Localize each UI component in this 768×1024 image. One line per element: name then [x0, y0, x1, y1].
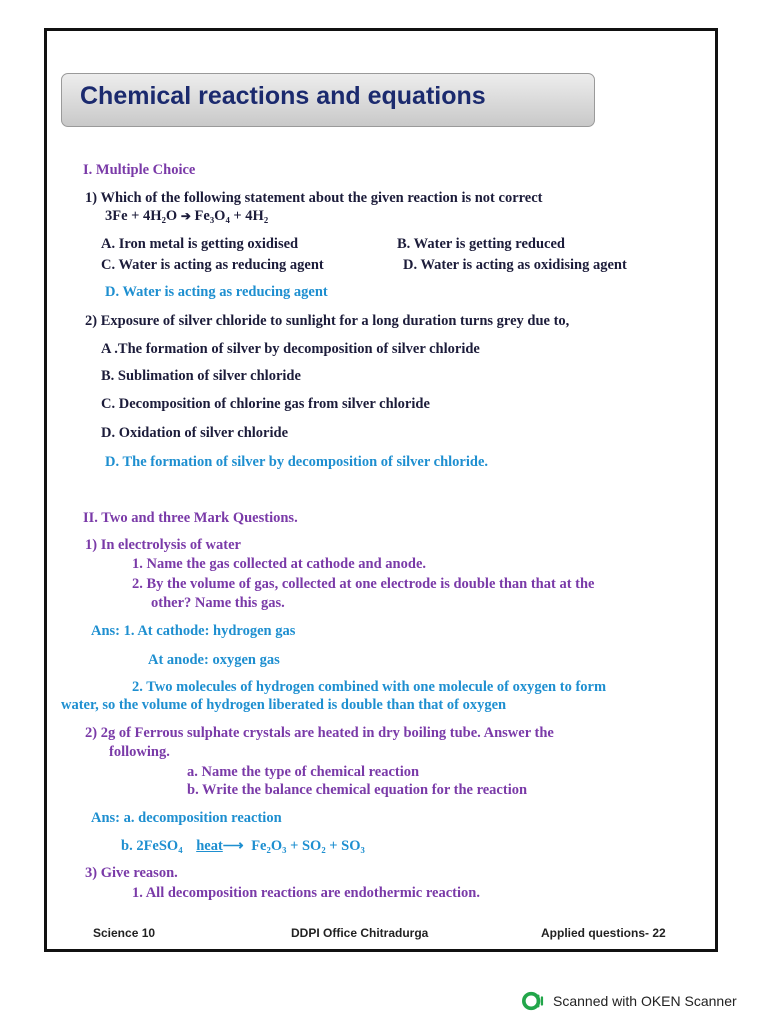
equation-reactant: b. 2FeSO₄ — [121, 838, 183, 854]
equation-reactants: 3Fe + 4H₂O — [105, 208, 178, 224]
q2-option-a: A .The formation of silver by decomposition of silver chloride — [101, 341, 480, 357]
arrow-icon: ➔ — [180, 209, 191, 223]
s2-q1-answer-cathode: Ans: 1. At cathode: hydrogen gas — [91, 623, 296, 639]
s2-q2-sub-b: b. Write the balance chemical equation for the reaction — [187, 782, 528, 798]
arrow-icon: ⟶ — [222, 838, 244, 854]
section-heading-multiple-choice: I. Multiple Choice — [83, 162, 196, 178]
q2-option-b: B. Sublimation of silver chloride — [101, 368, 301, 384]
q1-option-d: D. Water is acting as oxidising agent — [403, 257, 627, 273]
s2-q1-answer-anode: At anode: oxygen gas — [148, 652, 280, 668]
oken-scanner-logo-icon — [522, 990, 544, 1012]
s2-question-2-line-2: following. — [109, 744, 170, 760]
s2-question-1: 1) In electrolysis of water — [85, 537, 241, 553]
s2-q1-answer-2-line-2: water, so the volume of hydrogen liberated is double than that of oxygen — [61, 697, 507, 713]
footer-right: Applied questions- 22 — [541, 926, 666, 940]
title-banner — [61, 73, 595, 127]
s2-q1-sub-2-line-2: other? Name this gas. — [151, 595, 285, 611]
scanner-label: Scanned with OKEN Scanner — [553, 993, 737, 1009]
s2-q1-sub-2-line-1: 2. By the volume of gas, collected at one electrode is double than that at the — [132, 576, 595, 592]
q1-option-c: C. Water is acting as reducing agent — [101, 257, 324, 273]
q2-answer: D. The formation of silver by decomposition of silver chloride. — [105, 454, 489, 470]
s2-q3-sub-1: 1. All decomposition reactions are endothermic reaction. — [132, 885, 480, 901]
q1-option-a: A. Iron metal is getting oxidised — [101, 236, 299, 252]
q2-option-c: C. Decomposition of chlorine gas from silver chloride — [101, 396, 430, 412]
s2-q2-answer-b — [121, 838, 365, 855]
s2-q1-answer-2-line-1: 2. Two molecules of hydrogen combined with one molecule of oxygen to form — [132, 679, 607, 695]
s2-q1-sub-1: 1. Name the gas collected at cathode and anode. — [132, 556, 427, 572]
question-1: 1) Which of the following statement about the given reaction is not correct — [85, 190, 543, 206]
footer-left: Science 10 — [93, 926, 156, 940]
s2-question-3: 3) Give reason. — [85, 865, 178, 881]
scanner-watermark — [522, 990, 737, 1012]
s2-q2-sub-a: a. Name the type of chemical reaction — [187, 764, 420, 780]
footer-center: DDPI Office Chitradurga — [291, 926, 429, 940]
equation-products: Fe₃O₄ + 4H₂ — [194, 208, 269, 224]
heat-label: heat — [196, 838, 223, 854]
section-heading-two-three-mark: II. Two and three Mark Questions. — [83, 510, 298, 526]
q2-option-d: D. Oxidation of silver chloride — [101, 425, 289, 441]
q1-answer: D. Water is acting as reducing agent — [105, 284, 328, 300]
s2-q2-answer-a: Ans: a. decomposition reaction — [91, 810, 282, 826]
equation-products: Fe₂O₃ + SO₂ + SO₃ — [251, 838, 365, 854]
page-title: Chemical reactions and equations — [80, 82, 486, 110]
document-page — [44, 28, 718, 952]
reaction-equation — [105, 208, 268, 225]
question-2: 2) Exposure of silver chloride to sunlight for a long duration turns grey due to, — [85, 313, 570, 329]
q1-option-b: B. Water is getting reduced — [397, 236, 565, 252]
s2-question-2-line-1: 2) 2g of Ferrous sulphate crystals are heated in dry boiling tube. Answer the — [85, 725, 554, 741]
